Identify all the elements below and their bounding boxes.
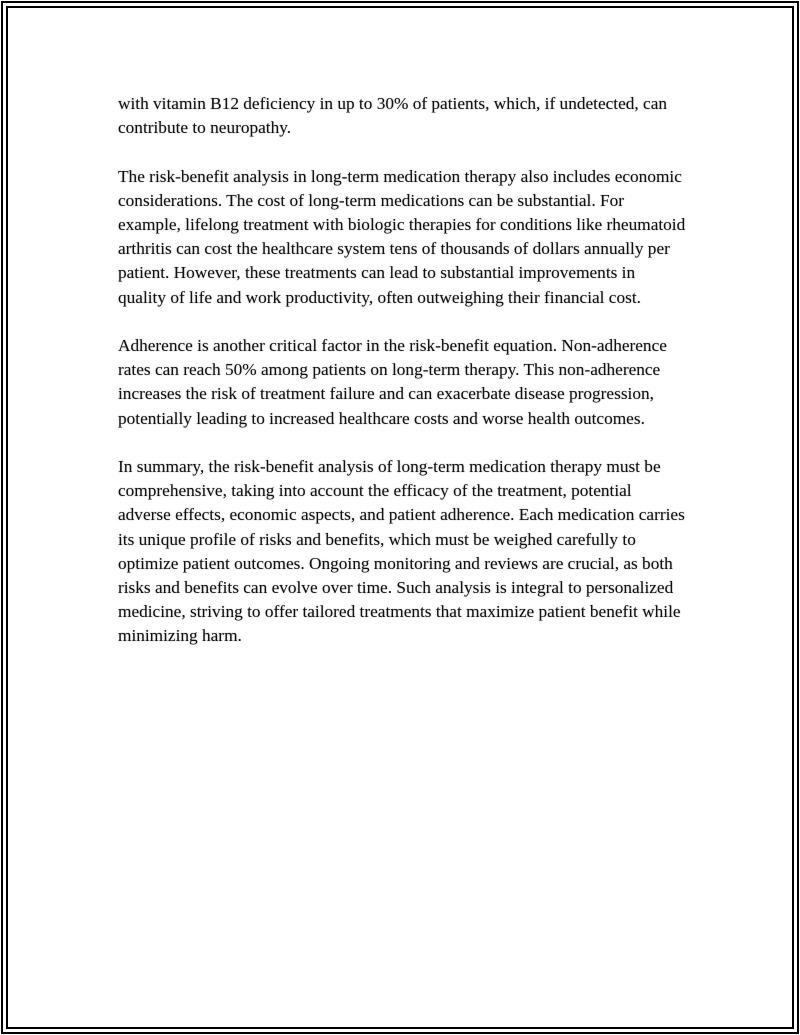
paragraph-b12-deficiency: with vitamin B12 deficiency in up to 30% of patients, which, if undetected, can contribute to neuropathy. <box>118 94 668 138</box>
paragraph-economic-considerations: The risk-benefit analysis in long-term medication therapy also includes economic considerations. The cost of long-term medications can be substantial. For example, lifelong treatment with biologic therapies for conditions like rheumatoid arthritis can cost the healthcare system tens of thousands of dollars annually per patient. However, these treatments can lead to substantial improvements in quality of life and work productivity, often outweighing their financial cost. <box>118 166 686 307</box>
paragraph-adherence: Adherence is another critical factor in the risk-benefit equation. Non-adherence rates can reach 50% among patients on long-term therapy. This non-adherence increases the risk of treatment failure and can exacerbate disease progression, potentially leading to increased healthcare costs and worse health outcomes. <box>118 336 667 428</box>
paragraph-summary: In summary, the risk-benefit analysis of long-term medication therapy must be comprehensive, taking into account the efficacy of the treatment, potential adverse effects, economic aspects, and patient adherence. Each medication carries its unique profile of risks and benefits, which must be weighed carefully to optimize patient outcomes. Ongoing monitoring and reviews are crucial, as both risks and benefits can evolve over time. Such analysis is integral to personalized medicine, striving to offer tailored treatments that maximize patient benefit while minimizing harm. <box>118 457 685 646</box>
document-body <box>118 92 686 673</box>
